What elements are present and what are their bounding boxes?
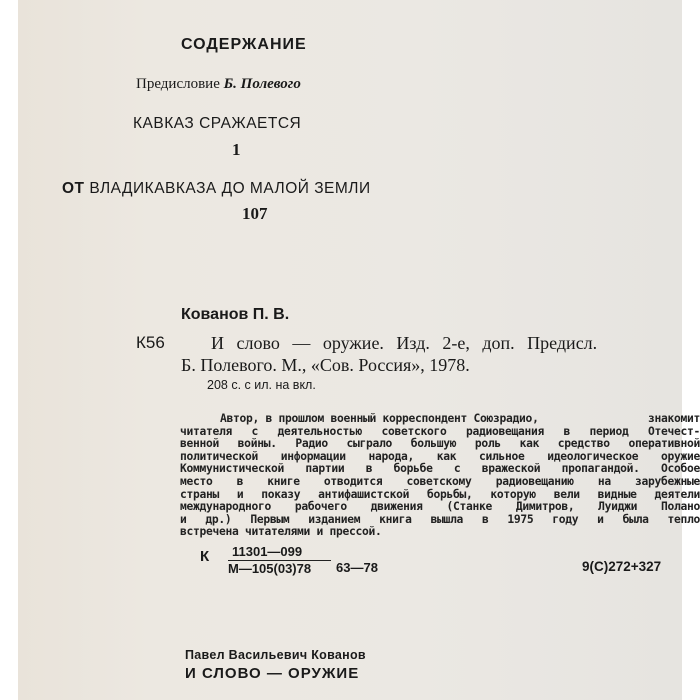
- imprint-book-title: И СЛОВО — ОРУЖИЕ: [185, 665, 360, 682]
- publication-fraction: [228, 544, 331, 576]
- annotation-line: и др.) Первым изданием книга вышла в 1975 году и была тепло: [180, 512, 700, 526]
- book-page: [18, 0, 700, 700]
- toc-part-1-page: 1: [232, 140, 241, 159]
- annotation-line: место в книге отводится советскому радиовещанию на зарубежные: [180, 474, 700, 488]
- fraction-numerator: 11301—099: [228, 544, 331, 561]
- card-publisher-line: Б. Полевого. М., «Сов. Россия», 1978.: [181, 355, 470, 375]
- bbk-code: 9(С)272+327: [582, 559, 662, 574]
- preface-author: Б. Полевого: [223, 76, 301, 92]
- annotation-line: Автор, в прошлом военный корреспондент Союзрадио,: [220, 412, 539, 425]
- toc-part-2-text: ВЛАДИКАВКАЗА ДО МАЛОЙ ЗЕМЛИ: [84, 180, 371, 197]
- card-shelf-code: К56: [136, 333, 165, 352]
- annotation-line: международного рабочего движения (Станке Димитров, Луиджи Полано: [180, 500, 700, 514]
- annotation-line-fragment: знакомит: [647, 412, 700, 425]
- card-pages-line: 208 с. с ил. на вкл.: [207, 378, 316, 392]
- annotation-line: Коммунистической партии в борьбе с вражеской пропагандой. Особое: [180, 462, 700, 476]
- card-author: Кованов П. В.: [181, 306, 290, 323]
- card-annotation: [180, 413, 700, 539]
- toc-part-2-prefix: ОТ: [62, 180, 85, 197]
- index-letter: К: [200, 548, 210, 565]
- toc-title: СОДЕРЖАНИЕ: [181, 36, 307, 53]
- toc-part-2-page: 107: [242, 204, 268, 223]
- preface-label: Предисловие: [136, 76, 220, 92]
- annotation-line: страны и показу антифашистской борьбы, которую вели видные деятели: [180, 487, 700, 501]
- annotation-line: венной войны. Радио сыграло большую роль как средство оперативной: [180, 437, 700, 451]
- annotation-line: читателя с деятельностью советского радиовещания в период Отечест-: [180, 424, 700, 438]
- annotation-line: политической информации народа, как сильное идеологическое оружие: [180, 449, 700, 463]
- annotation-line: встречена читателями и прессой.: [180, 525, 382, 539]
- toc-preface: [136, 76, 301, 93]
- fraction-suffix: 63—78: [336, 560, 378, 575]
- toc-part-1-title: КАВКАЗ СРАЖАЕТСЯ: [133, 115, 302, 132]
- card-title-line: И слово — оружие. Изд. 2-е, доп. Предисл.: [211, 333, 598, 353]
- imprint-author: Павел Васильевич Кованов: [185, 648, 366, 662]
- fraction-denominator: М—105(03)78: [228, 561, 312, 576]
- toc-part-2-title: [62, 180, 371, 198]
